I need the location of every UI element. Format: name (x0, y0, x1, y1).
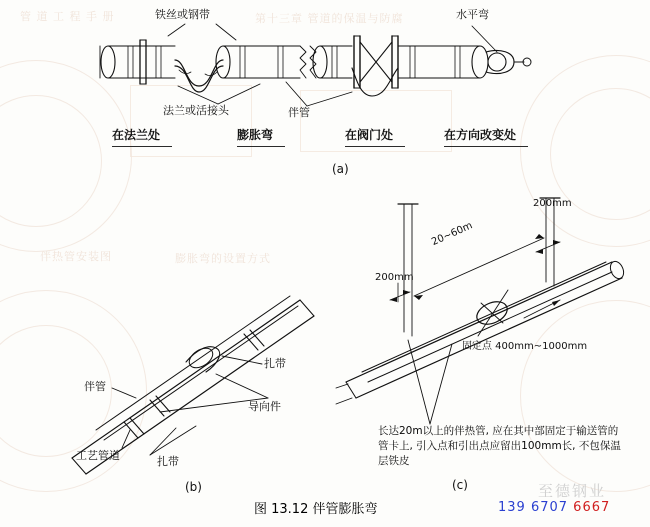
caption-expansion-bend: 膨胀弯 (237, 128, 274, 142)
caption-underline-4 (444, 146, 528, 147)
dimension-fixed-point: 固定点 400mm~1000mm (462, 341, 588, 352)
dimension-span: 20~60m (430, 220, 475, 249)
watermark-phone-mid: 6707 (530, 500, 574, 515)
caption-at-valve: 在阀门处 (345, 128, 394, 142)
watermark-text-4: 膨胀弯的设置方式 (175, 252, 271, 265)
callout-horizontal-bend: 水平弯 (456, 8, 489, 21)
watermark-text-2: 第十三章 管道的保温与防腐 (255, 12, 404, 25)
callout-binding-band-bottom: 扎带 (157, 455, 179, 468)
watermark-phone-prefix: 139 (498, 500, 531, 515)
caption-at-direction-change: 在方向改变处 (444, 128, 517, 142)
watermark-text-1: 管 道 工 程 手 册 (20, 10, 115, 23)
callout-wire-or-steel-band: 铁丝或钢带 (155, 8, 210, 21)
callout-guide-part: 导向件 (248, 400, 281, 413)
panel-b-label: (b) (185, 480, 202, 494)
figure-title: 图 13.12 伴管膨胀弯 (254, 502, 378, 517)
caption-underline-1 (112, 146, 172, 147)
dimension-200mm-right: 200mm (533, 198, 572, 209)
caption-underline-3 (345, 146, 405, 147)
callout-flange-or-union: 法兰或活接头 (163, 104, 229, 117)
watermark-phone (498, 500, 610, 515)
watermark-brand: 至德钢业 (538, 482, 607, 500)
caption-at-flange: 在法兰处 (112, 128, 161, 142)
callout-tracing-pipe-a: 伴管 (288, 106, 310, 119)
callout-tracing-pipe-b: 伴管 (84, 380, 106, 393)
panel-c-note: 长达20m以上的伴热管, 应在其中部固定于输送管的管卡上, 引入点和引出点应留出100mm长, 不包保温层铁皮 (378, 425, 621, 468)
dimension-200mm-left: 200mm (375, 272, 414, 283)
caption-underline-2 (237, 146, 285, 147)
watermark-text-3: 伴热管安装图 (40, 250, 112, 263)
panel-a-label: (a) (332, 162, 349, 176)
panel-c-label: (c) (452, 478, 468, 492)
watermark-phone-suffix: 6667 (573, 500, 611, 515)
callout-process-pipe: 工艺管道 (76, 449, 120, 462)
callout-binding-band-right: 扎带 (264, 357, 286, 370)
